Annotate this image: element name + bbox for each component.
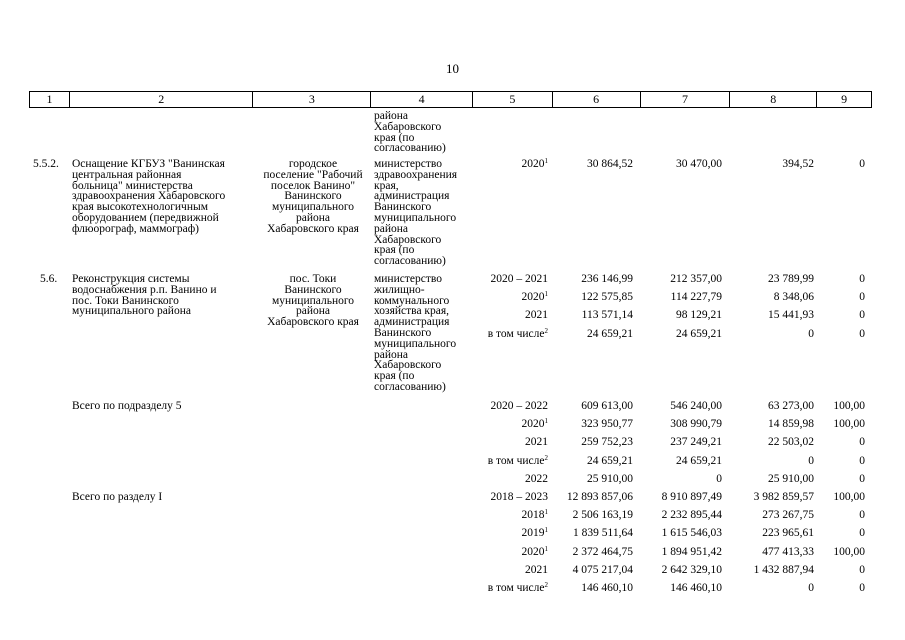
value-col-8-text: 8 348,06 [773, 291, 814, 304]
footnote-mark: 2 [544, 453, 548, 462]
value-col-9 [815, 292, 865, 303]
value-col-6 [551, 547, 633, 558]
year-cell [458, 292, 548, 303]
location: городское поселение "Рабочий поселок Ванино" Ванинского муниципального района Хабаровского края [263, 158, 363, 235]
value-col-7 [637, 474, 722, 485]
value-col-9-text: 0 [859, 527, 865, 540]
year-cell-text: 2020 [521, 418, 545, 431]
value-col-8-text: 1 432 887,94 [753, 563, 814, 576]
year-cell-text: в том числе [487, 582, 545, 594]
value-col-6-text: 122 575,85 [581, 291, 633, 304]
year-cell [458, 492, 548, 503]
executor-continuation: района Хабаровского края (по согласованию) [374, 110, 446, 155]
value-col-9-text: 100,00 [833, 418, 865, 431]
value-col-9 [815, 583, 865, 594]
year-cell-text: 2019 [521, 527, 545, 540]
value-col-9 [815, 401, 865, 412]
value-col-7 [637, 310, 722, 321]
footnote-mark: 1 [544, 290, 548, 299]
value-col-8 [729, 456, 814, 467]
value-col-8 [729, 274, 814, 285]
value-col-7 [637, 510, 722, 521]
value-col-7-text: 146 460,10 [670, 582, 722, 594]
value-col-9 [815, 492, 865, 503]
value-col-6 [551, 528, 633, 539]
value-col-9 [815, 419, 865, 430]
header-col-3: 3 [253, 92, 371, 107]
value-col-6-text: 236 146,99 [581, 273, 633, 285]
year-cell-text: 2018 – 2023 [490, 491, 548, 503]
footnote-mark: 2 [544, 326, 548, 335]
row-number: 5.6. [40, 273, 58, 285]
value-col-9-text: 100,00 [833, 491, 865, 503]
value-col-9-text: 0 [859, 273, 865, 285]
value-col-7-text: 114 227,79 [670, 291, 722, 304]
value-col-9-text: 0 [859, 472, 865, 485]
year-cell-text: в том числе [487, 454, 545, 467]
value-col-7-text: 237 249,21 [670, 436, 722, 449]
year-cell-text: 2020 – 2022 [490, 400, 548, 412]
value-col-6-text: 259 752,23 [581, 436, 633, 449]
value-col-8 [729, 583, 814, 594]
year-cell-text: 2022 [525, 472, 548, 485]
value-col-9-text: 100,00 [833, 545, 865, 558]
value-col-7 [637, 292, 722, 303]
year-cell [458, 583, 548, 594]
year-cell [458, 419, 548, 430]
value-col-9-text: 0 [859, 436, 865, 449]
value-col-7 [637, 419, 722, 430]
year-cell [458, 510, 548, 521]
year-cell [458, 544, 548, 558]
value-col-6 [551, 474, 633, 485]
value-col-6-text: 25 910,00 [587, 472, 633, 485]
value-col-7-text: 308 990,79 [670, 418, 722, 431]
header-col-2: 2 [70, 92, 254, 107]
value-col-9 [815, 528, 865, 539]
value-col-9-text: 0 [859, 582, 865, 594]
value-col-6 [551, 310, 633, 321]
value-col-7-text: 98 129,21 [676, 309, 722, 322]
value-col-7 [637, 159, 722, 170]
value-col-6-text: 113 571,14 [581, 309, 633, 322]
value-col-6-text: 323 950,77 [581, 418, 633, 431]
location: пос. Токи Ванинского муниципального района Хабаровского края [267, 273, 359, 329]
value-col-8-text: 23 789,99 [768, 273, 814, 285]
footnote-mark: 1 [544, 544, 548, 553]
value-col-7-text: 2 232 895,44 [661, 509, 722, 522]
value-col-6-text: 12 893 857,06 [566, 491, 633, 503]
value-col-6-text: 4 075 217,04 [572, 563, 633, 576]
footnote-mark: 1 [544, 508, 548, 517]
footnote-mark: 1 [544, 417, 548, 426]
value-col-6 [551, 492, 633, 503]
header-col-8: 8 [730, 92, 817, 107]
value-col-9 [815, 310, 865, 321]
value-col-7 [637, 528, 722, 539]
value-col-7-text: 30 470,00 [676, 158, 722, 170]
value-col-9 [815, 159, 865, 170]
year-cell-text: 2020 – 2021 [490, 273, 548, 285]
header-col-4: 4 [371, 92, 473, 107]
year-cell-text: 2020 [521, 291, 545, 304]
header-col-9: 9 [841, 92, 848, 106]
year-cell-text: 2021 [525, 563, 548, 576]
executor: министерство жилищно- коммунального хозяйства края, администрация Ванинского муниципального района Хабаровского края (по согласованию) [374, 273, 457, 393]
value-col-8-text: 223 965,61 [762, 527, 814, 540]
year-cell-text: 2020 [521, 158, 545, 170]
value-col-8-text: 25 910,00 [768, 472, 814, 485]
value-col-9 [815, 329, 865, 340]
value-col-6 [551, 274, 633, 285]
value-col-6 [551, 292, 633, 303]
value-col-7 [637, 583, 722, 594]
value-col-8-text: 273 267,75 [762, 509, 814, 522]
value-col-9-text: 100,00 [833, 400, 865, 412]
value-col-6 [551, 565, 633, 576]
value-col-6 [551, 329, 633, 340]
value-col-6 [551, 419, 633, 430]
value-col-8 [729, 492, 814, 503]
value-col-8 [729, 159, 814, 170]
value-col-7 [637, 456, 722, 467]
value-col-8 [729, 437, 814, 448]
year-cell-text: 2021 [525, 436, 548, 449]
year-cell [458, 310, 548, 321]
value-col-7 [637, 437, 722, 448]
value-col-7-text: 24 659,21 [676, 327, 722, 340]
year-cell [458, 274, 548, 285]
header-col-7: 7 [641, 92, 731, 107]
value-col-9 [815, 437, 865, 448]
value-col-7-text: 1 894 951,42 [661, 545, 722, 558]
value-col-6 [551, 437, 633, 448]
value-col-9 [815, 547, 865, 558]
year-cell [458, 474, 548, 485]
value-col-7-text: 2 642 329,10 [661, 563, 722, 576]
header-col-6: 6 [553, 92, 641, 107]
value-col-6 [551, 510, 633, 521]
value-col-8-text: 15 441,93 [768, 309, 814, 322]
value-col-8-text: 0 [808, 582, 814, 594]
total-label: Всего по разделу I [72, 491, 163, 503]
value-col-9-text: 0 [859, 291, 865, 304]
value-col-6 [551, 159, 633, 170]
value-col-8-text: 0 [808, 327, 814, 340]
total-label: Всего по подразделу 5 [72, 400, 182, 412]
value-col-9-text: 0 [859, 509, 865, 522]
value-col-6-text: 2 506 163,19 [572, 509, 633, 522]
value-col-9 [815, 474, 865, 485]
year-cell [458, 565, 548, 576]
value-col-8 [729, 474, 814, 485]
value-col-9-text: 0 [859, 327, 865, 340]
value-col-6-text: 146 460,10 [581, 582, 633, 594]
row-number: 5.5.2. [33, 158, 59, 170]
value-col-9-text: 0 [859, 454, 865, 467]
value-col-7 [637, 547, 722, 558]
value-col-9 [815, 565, 865, 576]
value-col-7-text: 546 240,00 [670, 400, 722, 412]
value-col-6 [551, 401, 633, 412]
value-col-8-text: 0 [808, 454, 814, 467]
value-col-7 [637, 492, 722, 503]
value-col-9-text: 0 [859, 563, 865, 576]
value-col-8 [729, 329, 814, 340]
year-cell [458, 401, 548, 412]
value-col-8-text: 63 273,00 [768, 400, 814, 412]
footnote-mark: 1 [544, 526, 548, 535]
value-col-9-text: 0 [859, 309, 865, 322]
value-col-7 [637, 401, 722, 412]
year-cell [458, 528, 548, 539]
value-col-6-text: 1 839 511,64 [573, 527, 633, 540]
value-col-7 [637, 274, 722, 285]
value-col-7-text: 0 [716, 472, 722, 485]
value-col-8 [729, 401, 814, 412]
measure-name: Реконструкция системы водоснабжения р.п. Ванино и пос. Токи Ванинского муниципального района [72, 273, 217, 318]
value-col-8 [729, 547, 814, 558]
value-col-6-text: 609 613,00 [581, 400, 633, 412]
value-col-7-text: 1 615 546,03 [661, 527, 722, 540]
measure-name: Оснащение КГБУЗ "Ванинская центральная районная больница" министерства здравоохранения Хабаровского края высокотехнологичным оборудованием (передвижной флюорограф, маммограф) [72, 158, 226, 235]
value-col-6-text: 24 659,21 [587, 454, 633, 467]
value-col-7-text: 8 910 897,49 [661, 491, 722, 503]
footnote-mark: 2 [544, 581, 548, 589]
header-col-1: 1 [30, 92, 70, 107]
value-col-6 [551, 583, 633, 594]
value-col-6-text: 24 659,21 [587, 327, 633, 340]
value-col-6-text: 30 864,52 [587, 158, 633, 170]
year-cell-text: 2020 [521, 545, 545, 558]
value-col-8-text: 3 982 859,57 [753, 491, 814, 503]
value-col-8-text: 394,52 [782, 158, 814, 170]
value-col-8-text: 14 859,98 [768, 418, 814, 431]
value-col-9-text: 0 [859, 158, 865, 170]
value-col-8 [729, 419, 814, 430]
value-col-9 [815, 510, 865, 521]
value-col-8-text: 477 413,33 [762, 545, 814, 558]
page-number: 10 [446, 61, 459, 76]
year-cell [458, 326, 548, 340]
value-col-6-text: 2 372 464,75 [572, 545, 633, 558]
year-cell-text: в том числе [487, 327, 545, 340]
value-col-8 [729, 565, 814, 576]
value-col-7-text: 212 357,00 [670, 273, 722, 285]
value-col-6 [551, 456, 633, 467]
value-col-7-text: 24 659,21 [676, 454, 722, 467]
year-cell-text: 2021 [525, 309, 548, 322]
value-col-8 [729, 292, 814, 303]
year-cell [458, 453, 548, 467]
executor: министерство здравоохранения края, администрация Ванинского муниципального района Хабаровского края (по согласованию) [374, 158, 458, 268]
value-col-8-text: 22 503,02 [768, 436, 814, 449]
value-col-8 [729, 528, 814, 539]
value-col-7 [637, 329, 722, 340]
header-col-5: 5 [473, 92, 553, 107]
year-cell [458, 437, 548, 448]
value-col-8 [729, 510, 814, 521]
value-col-7 [637, 565, 722, 576]
value-col-9 [815, 274, 865, 285]
year-cell [458, 159, 548, 170]
footnote-mark: 1 [544, 157, 548, 165]
value-col-8 [729, 310, 814, 321]
value-col-9 [815, 456, 865, 467]
year-cell-text: 2018 [521, 509, 545, 522]
